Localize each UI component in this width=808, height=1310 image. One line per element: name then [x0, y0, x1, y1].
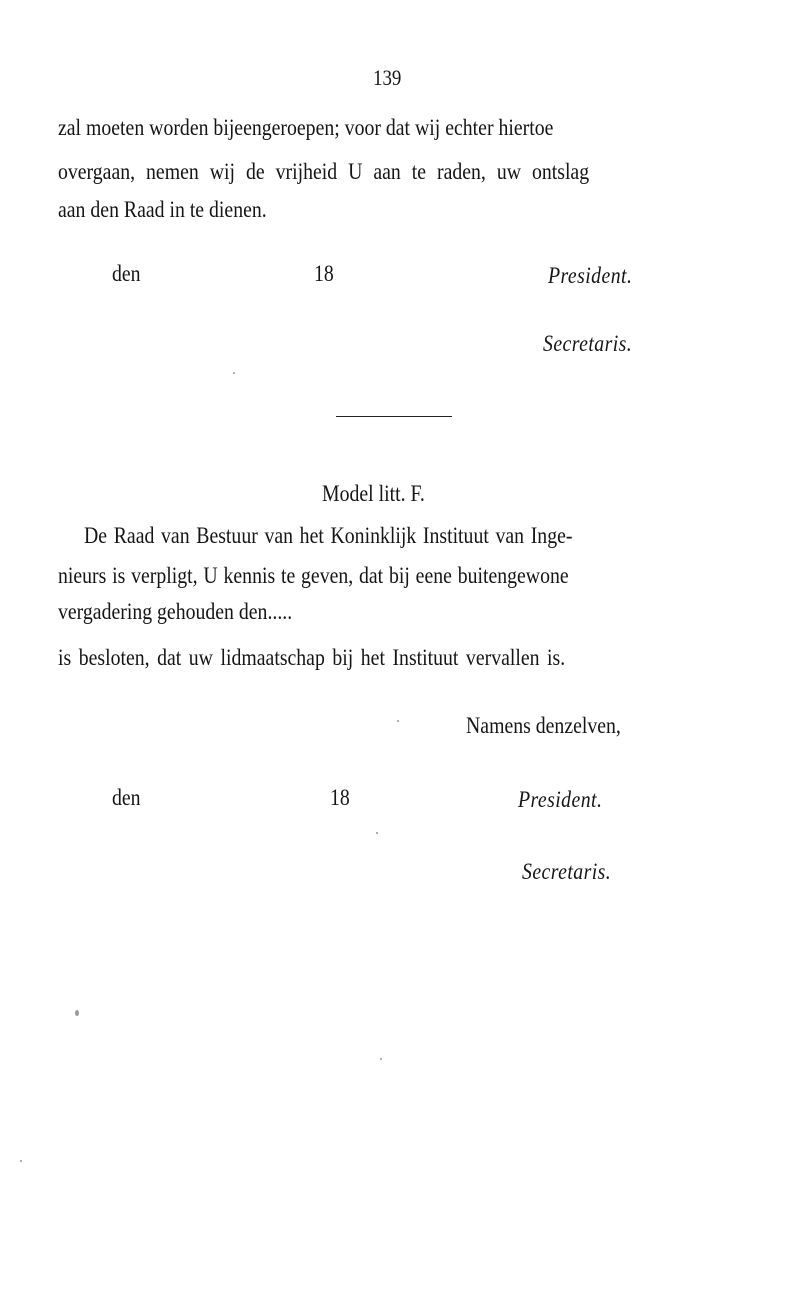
signature-1-secretaris: Secretaris. — [543, 331, 633, 356]
paragraph-1-line-3: aan den Raad in te dienen. — [58, 197, 267, 222]
paragraph-2-line-3: vergadering gehouden den..... — [58, 599, 293, 624]
signature-1-president: President. — [548, 263, 633, 288]
signature-2-president: President. — [518, 787, 603, 812]
paragraph-1-line-2: overgaan, nemen wij de vrijheid U aan te raden, uw ontslag — [58, 159, 590, 184]
paragraph-1-line-1-text: zal moeten worden bijeengeroepen; voor dat wij echter hiertoe — [58, 115, 554, 140]
signature-1-year: 18 — [314, 261, 334, 286]
signature-1-den: den — [112, 261, 141, 286]
signature-2-den: den — [112, 785, 141, 810]
scan-speck — [75, 1010, 79, 1016]
signature-2-year: 18 — [330, 785, 350, 810]
signature-2-namens: Namens denzelven, — [466, 713, 621, 738]
page-number: 139 — [373, 65, 402, 90]
scan-speck — [233, 372, 235, 374]
scan-speck — [20, 1160, 22, 1162]
scan-speck — [397, 720, 399, 722]
paragraph-2-line-2: nieurs is verpligt, U kennis te geven, dat bij eene buitengewone — [58, 563, 569, 588]
signature-2-secretaris: Secretaris. — [522, 859, 612, 884]
scan-speck — [380, 1058, 382, 1060]
paragraph-2-line-1: De Raad van Bestuur van het Koninklijk Instituut van Inge- — [84, 523, 573, 548]
paragraph-2-line-4: is besloten, dat uw lidmaatschap bij het Instituut vervallen is. — [58, 645, 566, 670]
paragraph-1-line-1 — [58, 114, 726, 142]
model-title: Model litt. F. — [322, 481, 425, 506]
scan-speck — [376, 832, 378, 834]
section-divider — [336, 416, 452, 417]
